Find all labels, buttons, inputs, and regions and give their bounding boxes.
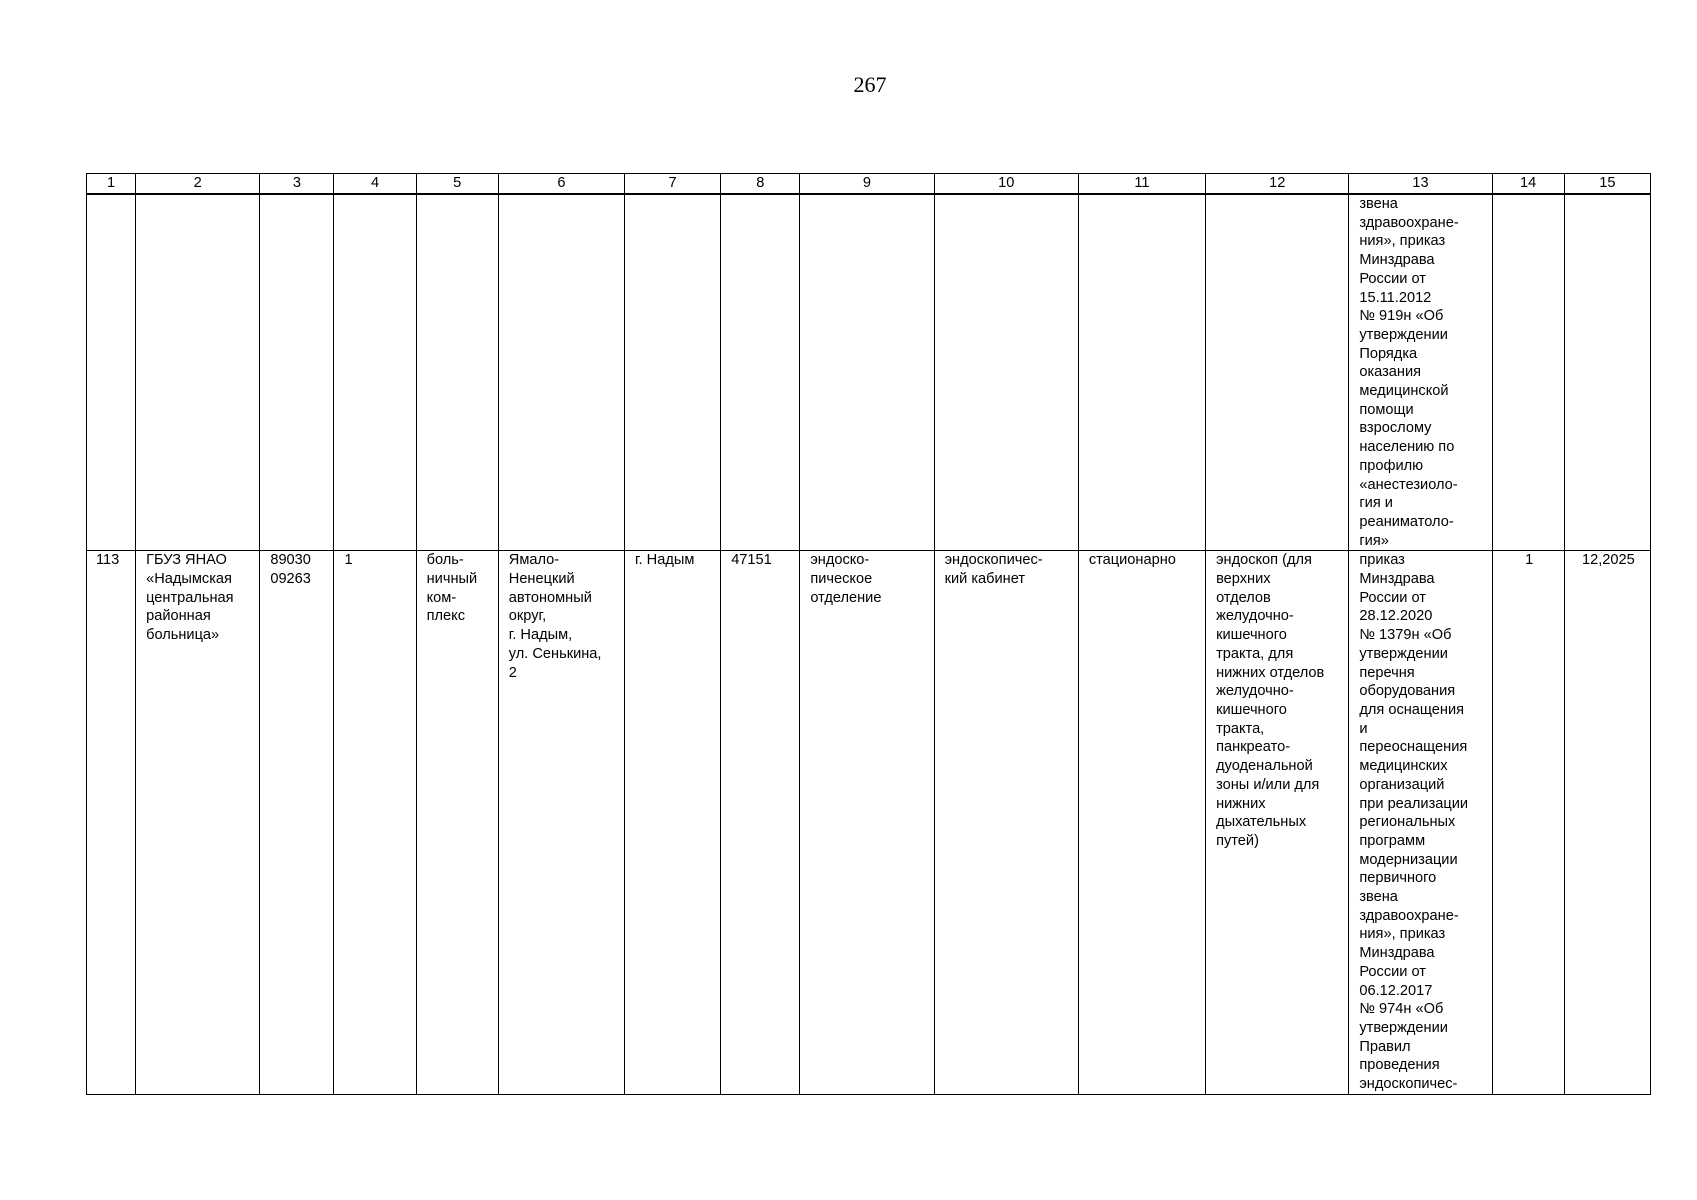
- cell-col-6: [498, 194, 624, 551]
- header-col-4: 4: [334, 174, 416, 195]
- cell-col-7: [625, 194, 721, 551]
- table-row-113: [87, 551, 1651, 1095]
- cell-room: эндоскопичес- кий кабинет: [934, 551, 1078, 1095]
- cell-col-8: [721, 194, 800, 551]
- header-row: [87, 174, 1651, 195]
- cell-code: 47151: [721, 551, 800, 1095]
- cell-equipment: эндоскоп (для верхних отделов желудочно- кишечного тракта, для нижних отделов желудочно- кишечного тракта, панкреато- дуоденальной зоны и/или для нижних дыхательных путей): [1206, 551, 1349, 1095]
- cell-col-1: [87, 194, 136, 551]
- cell-col-4: 1: [334, 551, 416, 1095]
- cell-city: г. Надым: [625, 551, 721, 1095]
- cell-address: Ямало- Ненецкий автономный округ, г. Надым, ул. Сенькина, 2: [498, 551, 624, 1095]
- header-col-5: 5: [416, 174, 498, 195]
- cell-legal-basis: приказ Минздрава России от 28.12.2020 № 1379н «Об утверждении перечня оборудования для оснащения и переоснащения медицинских организаций при реализации региональных программ модернизации первичного звена здравоохране- ния», приказ Минздрава России от 06.12.2017 № 974н «Об утверждении Правил проведения эндоскопичес-: [1349, 551, 1492, 1095]
- header-col-13: 13: [1349, 174, 1492, 195]
- cell-col-2: [136, 194, 260, 551]
- cell-col-4: [334, 194, 416, 551]
- page-number: 267: [853, 72, 887, 97]
- header-col-14: 14: [1492, 174, 1564, 195]
- header-col-9: 9: [800, 174, 934, 195]
- header-col-7: 7: [625, 174, 721, 195]
- cell-organization: ГБУЗ ЯНАО «Надымская центральная районная больница»: [136, 551, 260, 1095]
- cell-col-3: [260, 194, 334, 551]
- continuation-row: [87, 194, 1651, 551]
- header-col-1: 1: [87, 174, 136, 195]
- cell-col-5: [416, 194, 498, 551]
- cell-col-10: [934, 194, 1078, 551]
- cell-quantity: 1: [1492, 551, 1564, 1095]
- header-col-6: 6: [498, 174, 624, 195]
- equipment-table: [86, 173, 1651, 1095]
- cell-row-number: 113: [87, 551, 136, 1095]
- header-col-2: 2: [136, 174, 260, 195]
- cell-col-15: [1564, 194, 1650, 551]
- cell-legal-basis: звена здравоохране- ния», приказ Минздрава России от 15.11.2012 № 919н «Об утверждении Порядка оказания медицинской помощи взрослому населению по профилю «анестезиоло- гия и реаниматоло- гия»: [1349, 194, 1492, 551]
- cell-building-type: боль- ничный ком- плекс: [416, 551, 498, 1095]
- cell-col-14: [1492, 194, 1564, 551]
- cell-col-9: [800, 194, 934, 551]
- header-col-10: 10: [934, 174, 1078, 195]
- header-col-11: 11: [1078, 174, 1205, 195]
- header-col-3: 3: [260, 174, 334, 195]
- header-col-12: 12: [1206, 174, 1349, 195]
- header-col-8: 8: [721, 174, 800, 195]
- cell-col-11: [1078, 194, 1205, 551]
- cell-department: эндоско- пическое отделение: [800, 551, 934, 1095]
- cell-inn: 89030 09263: [260, 551, 334, 1095]
- cell-care-mode: стационарно: [1078, 551, 1205, 1095]
- cell-deadline: 12,2025: [1564, 551, 1650, 1095]
- header-col-15: 15: [1564, 174, 1650, 195]
- cell-col-12: [1206, 194, 1349, 551]
